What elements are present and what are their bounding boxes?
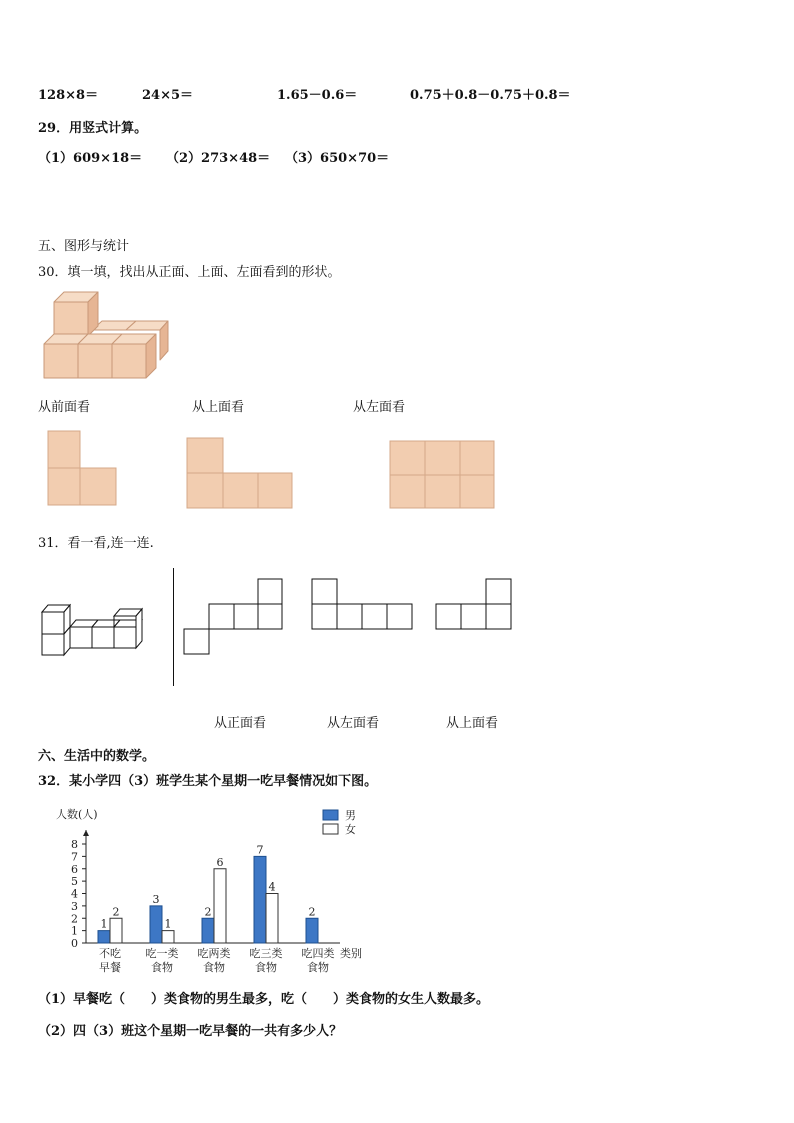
bar-female: [162, 931, 174, 943]
section-5-heading: 五、图形与统计: [38, 239, 130, 254]
y-axis-label: 人数(人): [56, 808, 98, 821]
y-tick-label: 5: [71, 875, 78, 889]
legend-swatch-male: [323, 810, 338, 820]
y-tick-label: 2: [71, 912, 78, 926]
view-label-top: 从上面看: [446, 716, 499, 731]
category-label: 吃一类: [145, 947, 179, 960]
bar-male: [150, 906, 162, 943]
bar-female: [266, 894, 278, 944]
question-32-title: 32．某小学四（3）班学生某个星期一吃早餐情况如下图。: [38, 774, 378, 789]
bar-female: [110, 918, 122, 943]
q29-item: （1）609×18＝: [38, 151, 143, 166]
q32-sub2: （2）四（3）班这个星期一吃早餐的一共有多少人？: [38, 1024, 343, 1039]
data-label: 7: [256, 843, 264, 857]
data-label: 4: [268, 880, 276, 894]
question-29-title: 29．用竖式计算。: [38, 121, 148, 136]
y-tick-label: 1: [71, 924, 78, 938]
cube-stack-figure: [40, 288, 175, 383]
calc-item: 128×8＝: [38, 88, 99, 103]
data-label: 1: [100, 917, 108, 931]
y-tick-label: 8: [71, 838, 78, 851]
view-option-b: [311, 578, 415, 634]
view-label-top: 从上面看: [192, 400, 245, 415]
left-view-shape: [389, 440, 497, 510]
section-6-heading: 六、生活中的数学。: [38, 749, 156, 764]
y-axis-arrow: [83, 830, 89, 836]
category-label: 不吃: [99, 947, 121, 960]
category-label: 食物: [307, 961, 329, 974]
cube-wireframe-figure: [40, 602, 155, 658]
vertical-divider: [173, 568, 174, 686]
data-label: 3: [152, 892, 160, 906]
question-30-title: 30．填一填，找出从正面、上面、左面看到的形状。: [38, 265, 341, 280]
data-label: 1: [164, 917, 172, 931]
category-label: 吃两类: [197, 947, 231, 960]
calc-item: 0.75＋0.8－0.75＋0.8＝: [410, 88, 571, 103]
breakfast-bar-chart: [40, 800, 380, 980]
legend-label: 男: [345, 809, 356, 822]
calc-item: 1.65－0.6＝: [277, 88, 358, 103]
data-label: 6: [216, 855, 224, 869]
view-label-front: 从前面看: [38, 400, 91, 415]
category-label: 吃三类: [249, 947, 283, 960]
category-label: 食物: [151, 961, 173, 974]
data-label: 2: [308, 905, 316, 919]
q29-item: （2）273×48＝: [166, 151, 271, 166]
category-label: 吃四类: [301, 947, 335, 960]
category-label: 食物: [255, 961, 277, 974]
question-31-title: 31．看一看,连一连.: [38, 536, 154, 551]
y-tick-label: 4: [71, 887, 78, 901]
category-label: 早餐: [99, 961, 121, 974]
front-view-shape: [47, 430, 119, 508]
q32-sub1: （1）早餐吃（ ）类食物的男生最多，吃（ ）类食物的女生人数最多。: [38, 992, 490, 1007]
legend-label: 女: [345, 823, 356, 836]
view-label-front: 从正面看: [214, 716, 267, 731]
x-axis-label: 类别: [340, 947, 362, 960]
bar-male: [202, 918, 214, 943]
view-option-a: [182, 578, 286, 658]
data-label: 2: [204, 905, 212, 919]
bar-male: [98, 931, 110, 943]
view-label-left: 从左面看: [353, 400, 406, 415]
calc-item: 24×5＝: [142, 88, 194, 103]
y-tick-label: 7: [71, 850, 78, 864]
q29-item: （3）650×70＝: [285, 151, 390, 166]
y-tick-label: 0: [71, 937, 78, 950]
view-label-left: 从左面看: [327, 716, 380, 731]
data-label: 2: [112, 905, 120, 919]
top-view-shape: [186, 437, 294, 511]
category-label: 食物: [203, 961, 225, 974]
legend-swatch-female: [323, 824, 338, 834]
bar-female: [214, 869, 226, 943]
bar-male: [306, 918, 318, 943]
view-option-c: [435, 578, 515, 634]
bar-male: [254, 856, 266, 943]
y-tick-label: 6: [71, 862, 78, 876]
y-tick-label: 3: [71, 899, 78, 913]
